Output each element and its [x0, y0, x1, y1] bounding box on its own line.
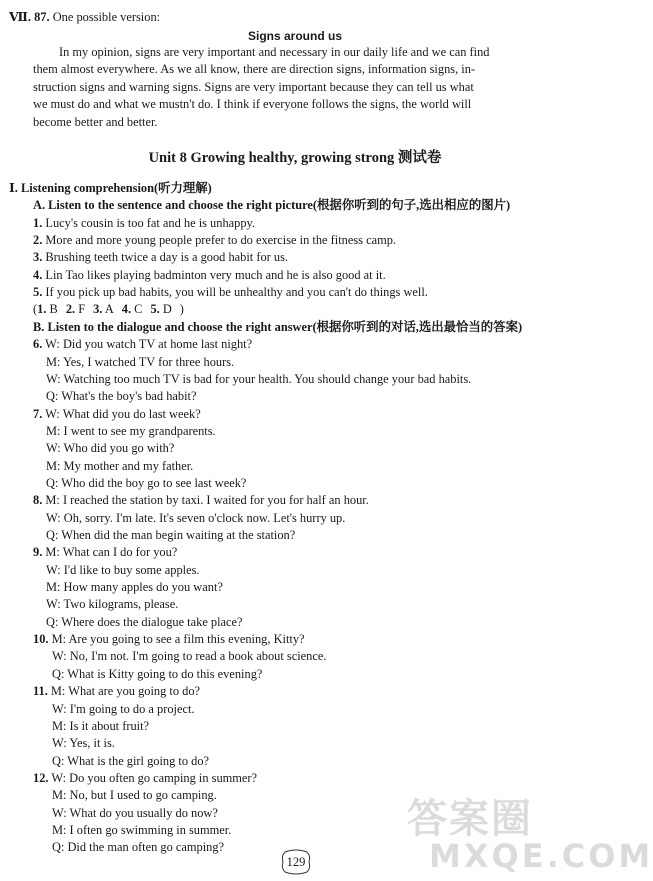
- answer-value: B: [46, 302, 58, 317]
- dialogue-line: [46, 596, 178, 612]
- numbered-line: [33, 336, 252, 352]
- answer-value: D: [159, 302, 172, 317]
- watermark-top: 答案圈: [407, 796, 533, 842]
- essay-line: we must do and what we mustn't do. I think if everyone follows the signs, the world will: [33, 97, 472, 112]
- line-text: W: Two kilograms, please.: [46, 597, 179, 612]
- dialogue-line: [46, 388, 196, 404]
- essay-title: Signs around us: [247, 29, 342, 43]
- dialogue-line: [52, 753, 209, 769]
- line-text: W: I'd like to buy some apples.: [46, 562, 200, 577]
- dialogue-line: [46, 579, 223, 595]
- item-number: 12.: [33, 770, 49, 785]
- question-number: 87.: [34, 10, 50, 24]
- heading-text: One possible version:: [49, 10, 161, 24]
- section-roman: Ⅶ.: [9, 10, 31, 24]
- dialogue-line: [46, 458, 193, 474]
- answer-value: A: [102, 302, 114, 317]
- numbered-line: [33, 284, 428, 300]
- essay-line: struction signs and warning signs. Signs are very important because they can tell us what: [33, 79, 474, 94]
- line-text: M: I went to see my grandparents.: [46, 423, 216, 438]
- item-number: 10.: [33, 632, 49, 647]
- dialogue-line: [46, 440, 174, 456]
- line-text: B. Listen to the dialogue and choose the right answer(根据你听到的对话,选出最恰当的答案): [33, 319, 523, 334]
- item-number: 7.: [33, 406, 43, 421]
- line-text: Brushing teeth twice a day is a good habit for us.: [42, 250, 288, 265]
- numbered-line: [33, 544, 177, 560]
- item-number: 4.: [33, 267, 43, 282]
- numbered-line: [33, 267, 386, 283]
- line-text: W: Did you watch TV at home last night?: [42, 337, 253, 352]
- numbered-line: [33, 215, 255, 231]
- dialogue-line: [52, 735, 115, 751]
- line-text: Lucy's cousin is too fat and he is unhappy.: [42, 215, 256, 230]
- line-text: Q: Who did the boy go to see last week?: [46, 475, 247, 490]
- dialogue-line: [46, 354, 234, 370]
- answer-number: 1.: [37, 302, 47, 317]
- page-number: [281, 850, 311, 874]
- unit-title: Unit 8 Growing healthy, growing strong 测试卷: [148, 150, 442, 166]
- item-number: 8.: [33, 493, 43, 508]
- dialogue-line: [46, 510, 345, 526]
- answer-number: 2.: [65, 302, 76, 317]
- line-text: M: I reached the station by taxi. I waited for you for half an hour.: [42, 493, 369, 508]
- dialogue-line: [52, 787, 217, 803]
- item-number: 6.: [33, 337, 43, 352]
- dialogue-line: [46, 475, 246, 491]
- answer-open-paren: (: [33, 302, 38, 317]
- dialogue-line: [46, 562, 200, 578]
- item-number: 9.: [33, 545, 43, 560]
- line-text: W: I'm going to do a project.: [52, 701, 195, 716]
- dialogue-line: [46, 527, 295, 543]
- dialogue-line: [52, 718, 149, 734]
- page-number-text: 129: [286, 855, 306, 869]
- dialogue-line: [52, 648, 326, 664]
- section-heading: [9, 180, 212, 196]
- section-heading: [33, 319, 522, 335]
- answer-number: 5.: [150, 302, 160, 317]
- numbered-line: [33, 492, 369, 508]
- item-number: 2.: [33, 233, 43, 248]
- item-number: 11.: [33, 684, 48, 699]
- essay-line: In my opinion, signs are very important and necessary in our daily life and we can find: [59, 45, 490, 59]
- line-text: M: Yes, I watched TV for three hours.: [46, 354, 235, 369]
- answer-number: 3.: [93, 302, 103, 317]
- line-text: M: My mother and my father.: [46, 458, 194, 473]
- line-text: W: Do you often go camping in summer?: [48, 770, 258, 785]
- answer-number: 4.: [121, 302, 132, 317]
- line-text: M: What are you going to do?: [47, 684, 201, 699]
- line-text: A. Listen to the sentence and choose the right picture(根据你听到的句子,选出相应的图片): [33, 198, 511, 213]
- line-text: Ⅰ. Listening comprehension(听力理解): [9, 181, 212, 195]
- line-text: W: Watching too much TV is bad for your health. You should change your bad habits.: [46, 371, 472, 386]
- item-number: 3.: [33, 250, 43, 265]
- line-text: M: Is it about fruit?: [52, 718, 150, 733]
- line-text: Q: What is Kitty going to do this evening?: [52, 666, 263, 681]
- line-text: M: What can I do for you?: [42, 545, 178, 560]
- line-text: Q: Where does the dialogue take place?: [46, 614, 243, 629]
- line-text: Q: What is the girl going to do?: [52, 753, 210, 768]
- section-vii-heading: [9, 9, 160, 25]
- line-text: More and more young people prefer to do exercise in the fitness camp.: [42, 233, 396, 248]
- line-text: Q: When did the man begin waiting at the station?: [46, 528, 296, 542]
- answer-close-paren: ): [179, 302, 184, 317]
- answer-value: C: [131, 302, 143, 317]
- numbered-line: [33, 232, 396, 248]
- dialogue-line: [52, 805, 218, 821]
- essay-line: become better and better.: [33, 114, 158, 129]
- numbered-line: [33, 249, 288, 265]
- dialogue-line: [46, 614, 243, 630]
- line-text: W: What do you usually do now?: [52, 805, 218, 820]
- numbered-line: [33, 631, 305, 647]
- numbered-line: [33, 770, 257, 786]
- watermark-bottom: MXQE.COM: [429, 837, 653, 875]
- line-text: W: Yes, it is.: [52, 736, 115, 751]
- dialogue-line: [52, 666, 262, 682]
- dialogue-line: [52, 701, 195, 717]
- line-text: If you pick up bad habits, you will be unhealthy and you can't do things well.: [42, 285, 428, 300]
- line-text: W: Oh, sorry. I'm late. It's seven o'clock now. Let's hurry up.: [46, 510, 346, 525]
- dialogue-line: [52, 839, 224, 855]
- item-number: 1.: [33, 215, 43, 230]
- numbered-line: [33, 406, 201, 422]
- essay-body: [33, 44, 577, 131]
- dialogue-line: [52, 822, 231, 838]
- line-text: Q: What's the boy's bad habit?: [46, 389, 197, 404]
- line-text: W: What did you do last week?: [42, 406, 201, 421]
- essay-line: them almost everywhere. As we all know, there are direction signs, information signs, in-: [33, 62, 476, 77]
- line-text: W: Who did you go with?: [46, 441, 175, 456]
- dialogue-line: [46, 423, 216, 439]
- numbered-line: [33, 683, 200, 699]
- line-text: Lin Tao likes playing badminton very much and he is also good at it.: [42, 267, 386, 282]
- answer-value: F: [75, 302, 86, 317]
- dialogue-line: [46, 371, 471, 387]
- section-heading: [33, 197, 510, 213]
- line-text: M: I often go swimming in summer.: [52, 822, 232, 837]
- watermark-logo: [399, 787, 653, 879]
- line-text: Q: Did the man often go camping?: [52, 840, 225, 855]
- answer-key-line: [33, 301, 184, 317]
- line-text: M: No, but I used to go camping.: [52, 788, 217, 803]
- item-number: 5.: [33, 285, 43, 300]
- line-text: M: How many apples do you want?: [46, 580, 223, 595]
- line-text: M: Are you going to see a film this evening, Kitty?: [48, 632, 305, 647]
- line-text: W: No, I'm not. I'm going to read a book about science.: [52, 649, 327, 664]
